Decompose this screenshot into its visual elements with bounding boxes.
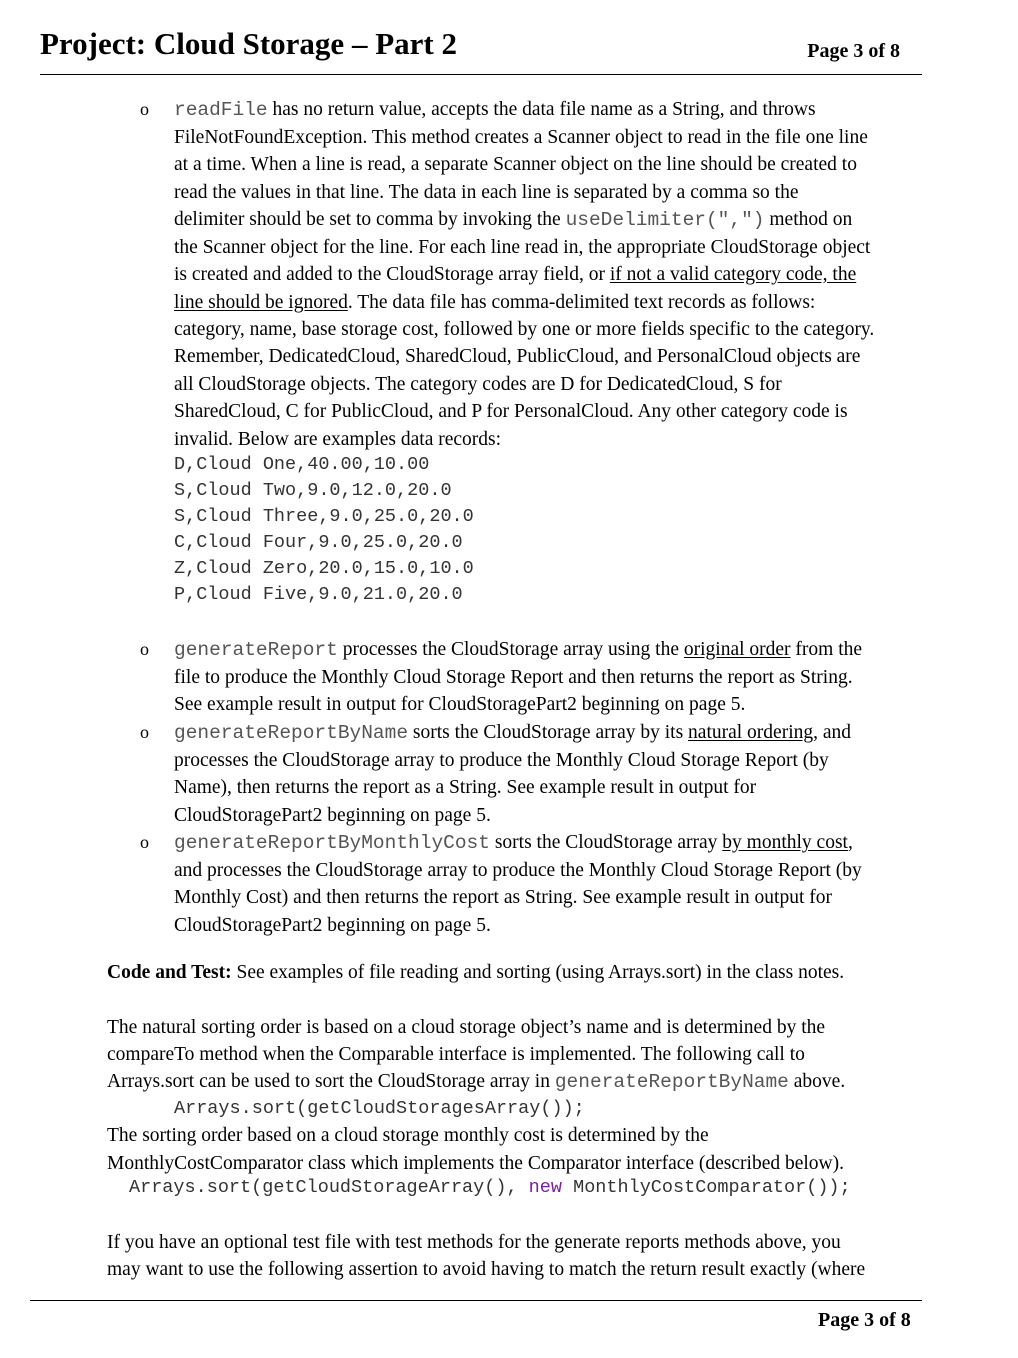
- generate-by-cost-line-2: and processes the CloudStorage array to produce the Monthly Cloud Storage Report (by: [174, 860, 862, 881]
- readfile-line-10: Remember, DedicatedCloud, SharedCloud, PublicCloud, and PersonalCloud objects are: [174, 346, 861, 367]
- code-and-test-label: Code and Test:: [107, 962, 232, 983]
- readfile-line-6: the Scanner object for the line. For each line read in, the appropriate CloudStorage object: [174, 237, 871, 258]
- bullet-marker: o: [140, 639, 149, 659]
- readfile-line-4: read the values in that line. The data in each line is separated by a comma so the: [174, 182, 799, 203]
- optional-test-line-2: may want to use the following assertion to avoid having to match the return result exactly (where: [107, 1259, 866, 1280]
- optional-test-line-1: If you have an optional test file with test methods for the generate reports methods above, you: [107, 1232, 841, 1253]
- natural-order-line-1: The natural sorting order is based on a cloud storage object’s name and is determined by the: [107, 1017, 826, 1038]
- generate-by-name-line-3: Name), then returns the report as a String. See example result in output for: [174, 777, 757, 798]
- natural-order-line-3: Arrays.sort can be used to sort the CloudStorage array in generateReportByName above.: [107, 1071, 846, 1093]
- page-number-bottom: Page 3 of 8: [818, 1309, 911, 1331]
- use-delimiter-code: useDelimiter(","): [565, 209, 765, 231]
- page-number-top: Page 3 of 8: [807, 40, 900, 62]
- data-record: Z,Cloud Zero,20.0,15.0,10.0: [174, 558, 474, 579]
- generate-report-method: generateReport: [174, 639, 338, 661]
- sort-by-cost-code: Arrays.sort(getCloudStorageArray(), new MonthlyCostComparator());: [129, 1177, 851, 1198]
- generate-by-cost-line-4: CloudStoragePart2 beginning on page 5.: [174, 915, 491, 936]
- data-record: S,Cloud Two,9.0,12.0,20.0: [174, 480, 452, 501]
- readfile-line-2: FileNotFoundException. This method creates a Scanner object to read in the file one line: [174, 127, 868, 148]
- generate-by-name-line-2: processes the CloudStorage array to produce the Monthly Cloud Storage Report (by: [174, 750, 829, 771]
- generate-report-line-3: See example result in output for CloudStoragePart2 beginning on page 5.: [174, 694, 746, 715]
- generate-by-cost-line-3: Monthly Cost) and then returns the report as String. See example result in output for: [174, 887, 833, 908]
- generate-by-name-line-4: CloudStoragePart2 beginning on page 5.: [174, 805, 491, 826]
- readfile-line-11: all CloudStorage objects. The category codes are D for DedicatedCloud, S for: [174, 374, 782, 395]
- generate-by-name-method: generateReportByName: [174, 722, 409, 744]
- readfile-line-7: is created and added to the CloudStorage array field, or if not a valid category code, the: [174, 264, 857, 285]
- document-title: Project: Cloud Storage – Part 2: [40, 26, 457, 61]
- generate-report-line-2: file to produce the Monthly Cloud Storage Report and then returns the report as String.: [174, 667, 853, 688]
- generate-by-cost-line-1: generateReportByMonthlyCost sorts the CloudStorage array by monthly cost,: [174, 832, 853, 854]
- generate-report-line-1: generateReport processes the CloudStorage array using the original order from the: [174, 639, 863, 661]
- generate-by-name-line-1: generateReportByName sorts the CloudStorage array by its natural ordering, and: [174, 722, 852, 744]
- readfile-line-8: line should be ignored. The data file has comma-delimited text records as follows:: [174, 292, 816, 313]
- cost-order-line-1: The sorting order based on a cloud storage monthly cost is determined by the: [107, 1125, 709, 1146]
- generate-by-name-code: generateReportByName: [554, 1071, 789, 1093]
- readfile-line-9: category, name, base storage cost, followed by one or more fields specific to the category.: [174, 319, 875, 340]
- readfile-method: readFile: [174, 99, 268, 121]
- footer-rule: [30, 1300, 922, 1301]
- data-record: C,Cloud Four,9.0,25.0,20.0: [174, 532, 463, 553]
- code-and-test-paragraph: Code and Test: See examples of file reading and sorting (using Arrays.sort) in the class notes.: [107, 962, 845, 983]
- readfile-line-3: at a time. When a line is read, a separate Scanner object on the line should be created to: [174, 154, 857, 175]
- readfile-line-1: readFile has no return value, accepts the data file name as a String, and throws: [174, 99, 816, 121]
- readfile-line-5: delimiter should be set to comma by invoking the useDelimiter(",") method on: [174, 209, 853, 231]
- data-record: D,Cloud One,40.00,10.00: [174, 454, 430, 475]
- cost-order-line-2: MonthlyCostComparator class which implements the Comparator interface (described below).: [107, 1153, 845, 1174]
- bullet-marker: o: [140, 99, 149, 119]
- data-record: S,Cloud Three,9.0,25.0,20.0: [174, 506, 474, 527]
- bullet-marker: o: [140, 722, 149, 742]
- bullet-marker: o: [140, 832, 149, 852]
- generate-by-cost-method: generateReportByMonthlyCost: [174, 832, 490, 854]
- data-record: P,Cloud Five,9.0,21.0,20.0: [174, 584, 463, 605]
- page-header: [40, 24, 922, 75]
- readfile-line-13: invalid. Below are examples data records:: [174, 429, 502, 450]
- readfile-line-12: SharedCloud, C for PublicCloud, and P for PersonalCloud. Any other category code is: [174, 401, 848, 422]
- natural-order-line-2: compareTo method when the Comparable interface is implemented. The following call to: [107, 1044, 805, 1065]
- new-keyword: new: [528, 1177, 562, 1198]
- sort-by-name-code: Arrays.sort(getCloudStoragesArray());: [174, 1098, 585, 1119]
